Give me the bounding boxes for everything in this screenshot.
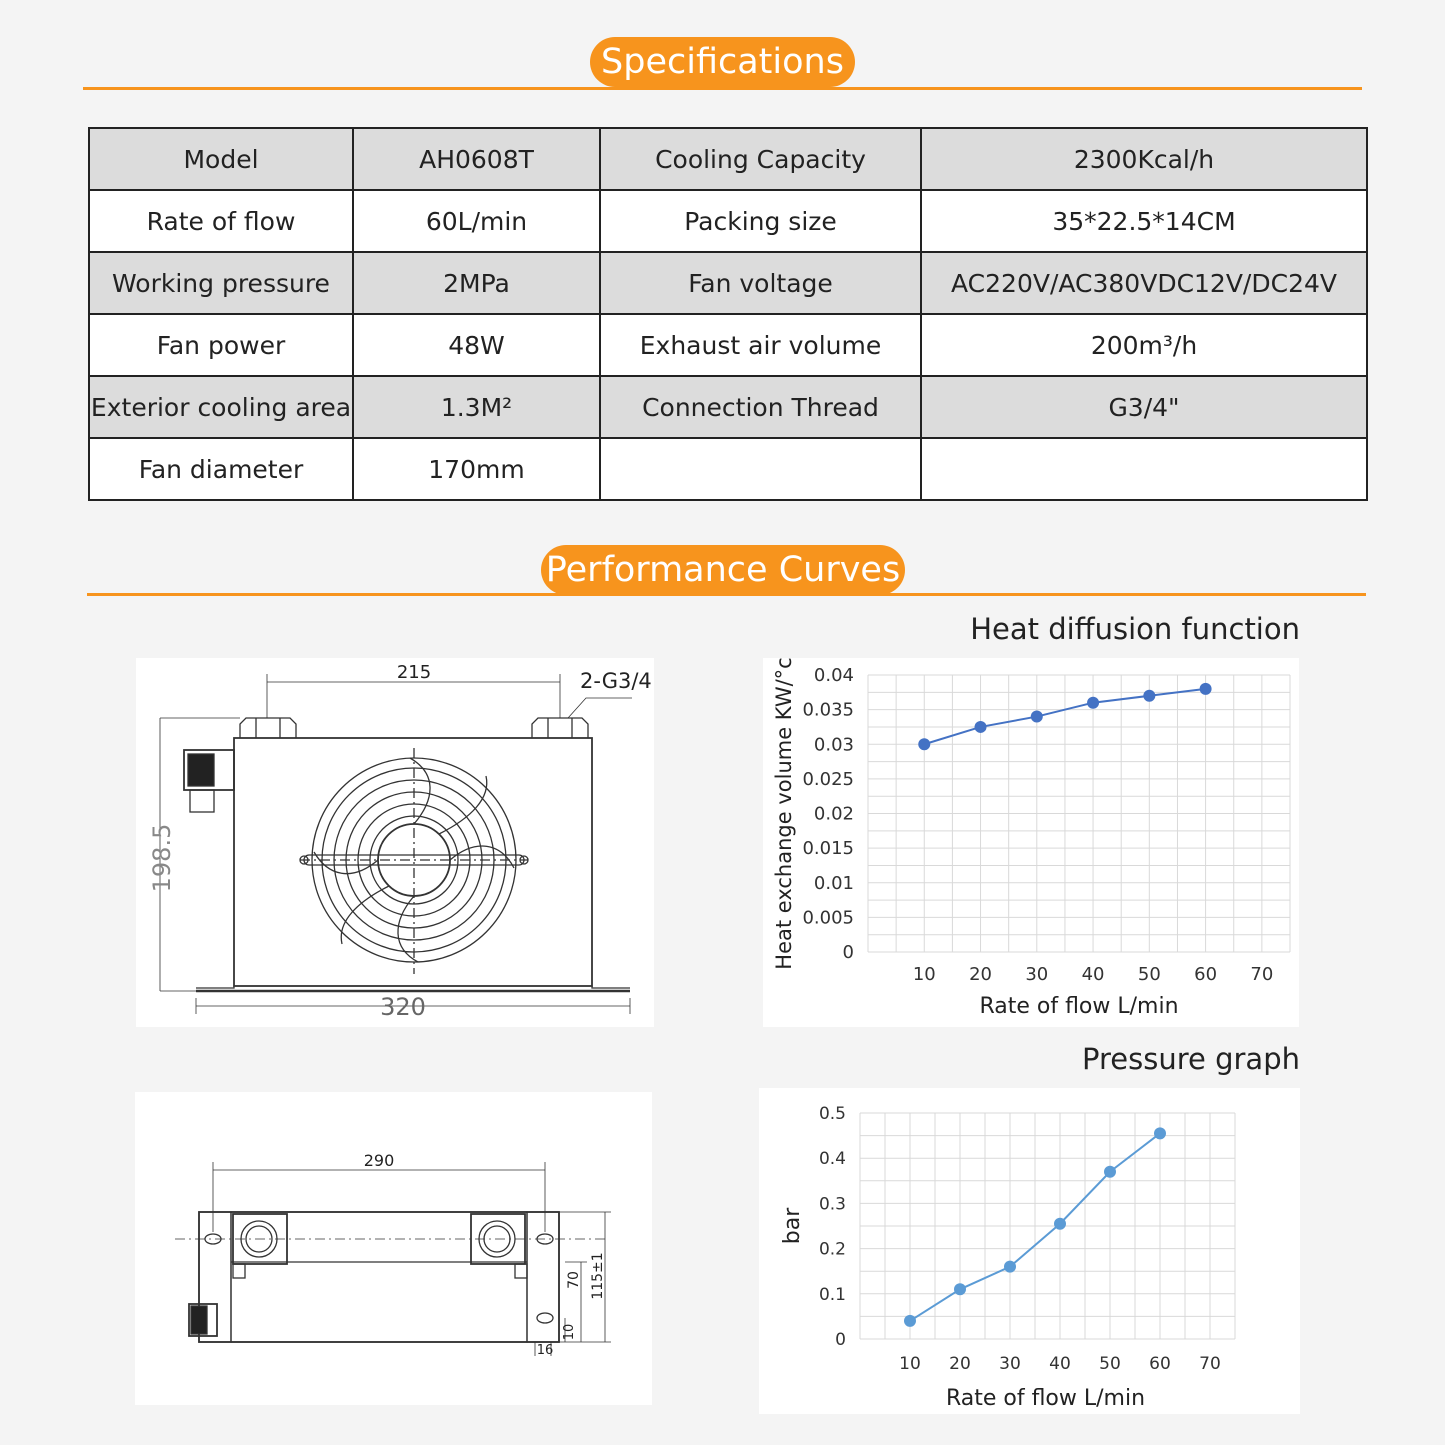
spec-label-cell: Rate of flow <box>89 190 353 252</box>
data-point <box>1054 1218 1066 1230</box>
x-tick-label: 70 <box>1250 964 1274 985</box>
spec-label-cell: Exhaust air volume <box>600 314 921 376</box>
specifications-divider <box>83 87 1362 90</box>
y-tick-label: 0 <box>835 1330 846 1350</box>
spec-value-cell: 170mm <box>353 438 600 500</box>
heat-chart-title: Heat diffusion function <box>970 612 1300 646</box>
specifications-heading: Specifications <box>590 37 855 87</box>
y-tick-label: 0 <box>842 942 854 963</box>
x-tick-label: 10 <box>912 964 936 985</box>
data-point <box>1031 711 1043 723</box>
spec-value-cell: 2MPa <box>353 252 600 314</box>
spec-label-cell: Model <box>89 128 353 190</box>
y-tick-label: 0.04 <box>813 665 854 686</box>
y-axis-label: bar <box>780 1207 805 1245</box>
x-tick-label: 40 <box>1049 1354 1071 1374</box>
data-point <box>1004 1261 1016 1273</box>
table-row <box>89 438 1367 500</box>
x-tick-label: 60 <box>1149 1354 1171 1374</box>
x-tick-label: 10 <box>899 1354 921 1374</box>
spec-value-cell: 2300Kcal/h <box>921 128 1367 190</box>
heat-diffusion-chart <box>763 658 1299 1027</box>
front-view-drawing <box>136 658 654 1027</box>
y-axis-label: Heat exchange volume KW/°c <box>772 658 796 970</box>
spec-value-cell: AH0608T <box>353 128 600 190</box>
top-dim-16: 16 <box>536 1343 554 1358</box>
pressure-chart-svg <box>759 1088 1300 1414</box>
x-tick-label: 70 <box>1199 1354 1221 1374</box>
spec-value-cell: 200m³/h <box>921 314 1367 376</box>
top-dim-10: 10 <box>562 1323 577 1341</box>
data-point <box>1087 697 1099 709</box>
spec-label-cell: Fan diameter <box>89 438 353 500</box>
y-tick-label: 0.03 <box>813 734 854 756</box>
y-tick-label: 0.035 <box>802 699 854 721</box>
spec-value-cell: 60L/min <box>353 190 600 252</box>
y-tick-label: 0.005 <box>802 907 854 929</box>
spec-label-cell: Packing size <box>600 190 921 252</box>
y-tick-label: 0.5 <box>818 1104 846 1124</box>
x-tick-label: 40 <box>1081 964 1105 985</box>
table-row <box>89 190 1367 252</box>
data-point <box>1200 683 1212 695</box>
y-tick-label: 0.02 <box>813 803 854 825</box>
x-tick-label: 30 <box>1025 964 1049 985</box>
x-tick-label: 50 <box>1137 964 1161 985</box>
x-tick-label: 50 <box>1099 1354 1121 1374</box>
y-tick-label: 0.015 <box>802 838 854 860</box>
spec-value-cell: 48W <box>353 314 600 376</box>
x-axis-label: Rate of flow L/min <box>979 994 1179 1019</box>
top-dim-115: 115±1 <box>590 1252 606 1300</box>
front-view-svg <box>136 658 654 1027</box>
y-tick-label: 0.01 <box>813 872 854 894</box>
spec-label-cell: Exterior cooling area <box>89 376 353 438</box>
table-row <box>89 252 1367 314</box>
performance-heading: Performance Curves <box>541 545 905 595</box>
x-tick-label: 60 <box>1194 964 1218 985</box>
spec-label-cell: Connection Thread <box>600 376 921 438</box>
spec-label-cell: Working pressure <box>89 252 353 314</box>
spec-value-cell <box>921 438 1367 500</box>
data-point <box>1143 690 1155 702</box>
data-point <box>1104 1166 1116 1178</box>
pressure-chart <box>759 1088 1300 1414</box>
spec-label-cell: Fan voltage <box>600 252 921 314</box>
data-point <box>954 1283 966 1295</box>
top-dim-width: 290 <box>363 1151 395 1170</box>
data-point <box>918 738 930 750</box>
pressure-chart-title: Pressure graph <box>1082 1042 1300 1076</box>
x-axis-label: Rate of flow L/min <box>945 1386 1146 1411</box>
data-point <box>975 721 987 733</box>
data-point <box>904 1315 916 1327</box>
spec-label-cell <box>600 438 921 500</box>
y-tick-label: 0.2 <box>818 1239 846 1260</box>
y-tick-label: 0.3 <box>818 1194 846 1215</box>
x-tick-label: 20 <box>949 1354 971 1374</box>
table-row <box>89 128 1367 190</box>
x-tick-label: 20 <box>969 964 992 985</box>
front-port-label: 2-G3/4 <box>580 669 652 693</box>
table-row <box>89 376 1367 438</box>
spec-value-cell: AC220V/AC380VDC12V/DC24V <box>921 252 1367 314</box>
spec-value-cell: G3/4" <box>921 376 1367 438</box>
top-dim-70: 70 <box>566 1271 582 1289</box>
table-row <box>89 314 1367 376</box>
top-view-drawing <box>135 1092 652 1405</box>
spec-value-cell: 1.3M² <box>353 376 600 438</box>
front-dim-width: 320 <box>380 993 426 1021</box>
front-dim-height: 198.5 <box>148 823 176 893</box>
data-point <box>1154 1127 1166 1139</box>
y-tick-label: 0.025 <box>802 768 854 790</box>
top-view-svg <box>135 1092 652 1405</box>
specifications-table <box>88 127 1368 501</box>
heat-chart-svg <box>763 658 1299 1027</box>
x-tick-label: 30 <box>999 1354 1021 1374</box>
y-tick-label: 0.1 <box>818 1284 846 1305</box>
spec-label-cell: Cooling Capacity <box>600 128 921 190</box>
spec-value-cell: 35*22.5*14CM <box>921 190 1367 252</box>
spec-label-cell: Fan power <box>89 314 353 376</box>
y-tick-label: 0.4 <box>818 1149 846 1170</box>
front-dim-top: 215 <box>396 662 432 683</box>
